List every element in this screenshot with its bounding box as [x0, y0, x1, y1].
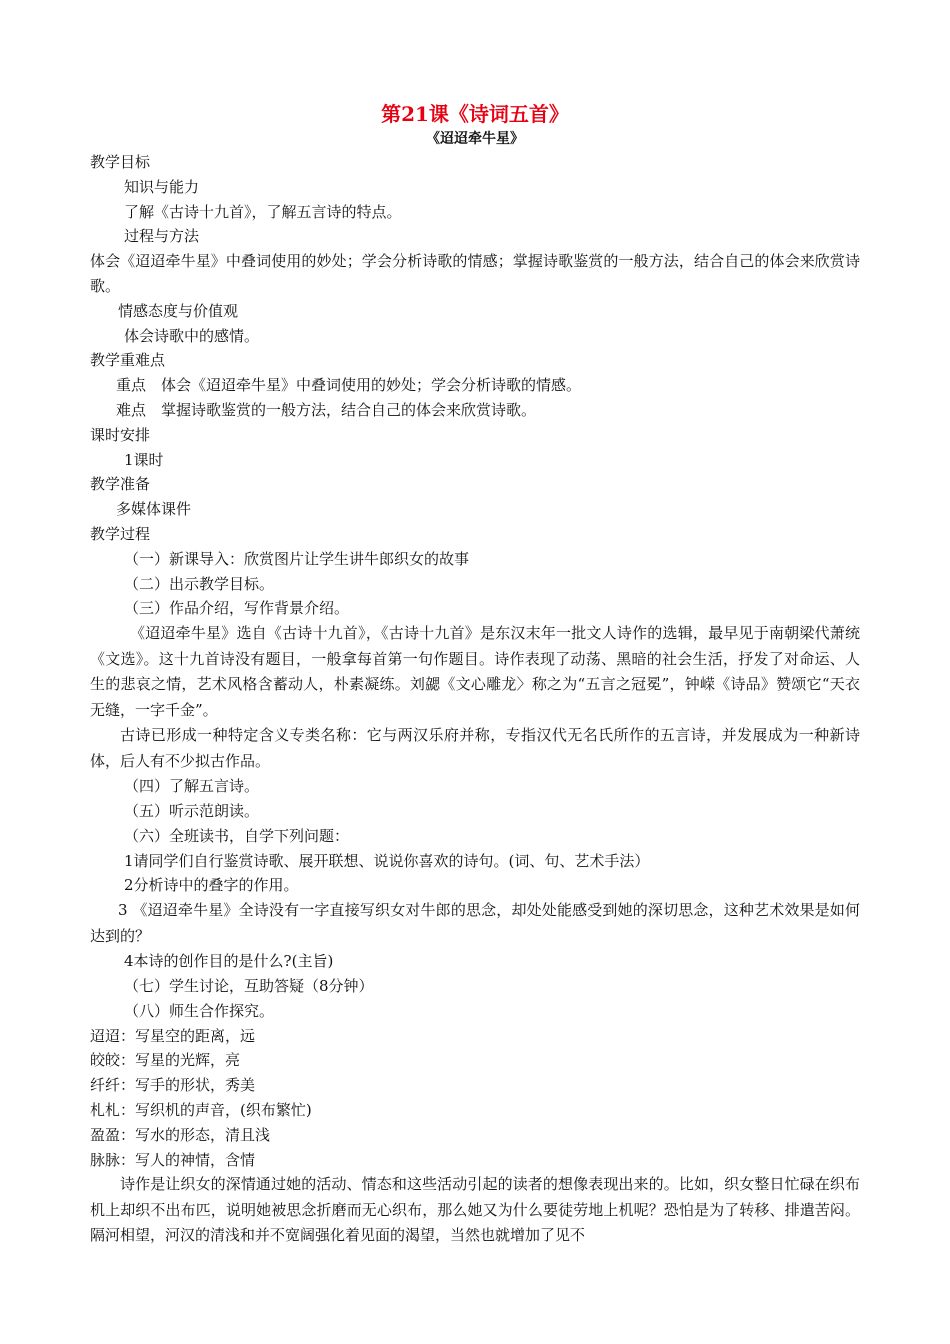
step-item: （二）出示教学目标。 [124, 574, 275, 593]
step-item: （三）作品介绍，写作背景介绍。 [124, 599, 350, 618]
question-item: 1请同学们自行鉴赏诗歌、展开联想、说说你喜欢的诗句。(词、句、艺术手法） [124, 851, 650, 870]
text-line: 重点 体会《迢迢牵牛星》中叠词使用的妙处；学会分析诗歌的情感。 [116, 376, 582, 395]
step-item: （八）师生合作探究。 [124, 1001, 275, 1020]
subheading-knowledge: 知识与能力 [124, 177, 200, 196]
step-item: （一）新课导入：欣赏图片让学生讲牛郎织女的故事 [124, 549, 470, 568]
text-paragraph: 体会《迢迢牵牛星》中叠词使用的妙处；学会分析诗歌的情感；掌握诗歌鉴赏的一般方法，结合自己的体会来欣赏诗歌。 [90, 252, 860, 295]
text-line: 难点 掌握诗歌鉴赏的一般方法，结合自己的体会来欣赏诗歌。 [116, 400, 537, 419]
document-title: 第21课《诗词五首》 [381, 102, 569, 126]
reduplication-item: 盈盈：写水的形态，清且浅 [90, 1125, 271, 1144]
reduplication-item: 皎皎：写星的光辉，亮 [90, 1051, 241, 1070]
subheading-process: 过程与方法 [124, 227, 200, 246]
step-item: （六）全班读书，自学下列问题： [124, 826, 350, 845]
heading-schedule: 课时安排 [90, 425, 151, 444]
reduplication-item: 迢迢：写星空的距离，远 [90, 1026, 256, 1045]
reduplication-item: 纤纤：写手的形状，秀美 [90, 1076, 256, 1095]
text-line: 多媒体课件 [116, 500, 192, 519]
question-item: 2分析诗中的叠字的作用。 [124, 876, 299, 895]
heading-objectives: 教学目标 [90, 153, 151, 171]
step-item: （五）听示范朗读。 [124, 801, 260, 820]
text-paragraph: 古诗已形成一种特定含义专类名称：它与两汉乐府并称，专指汉代无名氏所作的五言诗，并发展成为一种新诗体，后人有不少拟古作品。 [90, 726, 860, 770]
text-paragraph: 《迢迢牵牛星》选自《古诗十九首》，《古诗十九首》是东汉末年一批文人诗作的选辑，最早见于南朝梁代萧统《文选》。这十九首诗没有题目，一般拿每首第一句作题目。诗作表现了动荡、黑暗的社会生活，抒发了对命运、人生的悲哀之情，艺术风格含蓄动人，朴素凝练。刘勰《文心雕龙〉称之为“五言之冠冕”，钟嵘《诗品》赞颂它“天衣无缝，一字千金”。 [90, 624, 860, 719]
question-item: 3 《迢迢牵牛星》全诗没有一字直接写织女对牛郎的思念，却处处能感受到她的深切思念，这种艺术效果是如何达到的？ [90, 901, 860, 945]
text-line: 1课时 [124, 450, 164, 469]
step-item: （七）学生讨论，互助答疑（8分钟） [124, 976, 374, 995]
text-line: 了解《古诗十九首》，了解五言诗的特点。 [124, 202, 402, 221]
heading-process: 教学过程 [90, 524, 151, 543]
question-item: 4本诗的创作目的是什么?(主旨) [124, 952, 334, 971]
text-paragraph: 诗作是让织女的深情通过她的活动、情态和这些活动引起的读者的想像表现出来的。比如，织女整日忙碌在织布机上却织不出布匹，说明她被思念折磨而无心织布，那么她又为什么要徒劳地上机呢？恐怕是为了转移、排遣苦闷。隔河相望，河汉的清浅和并不宽阔强化着见面的渴望，当然也就增加了见不 [90, 1175, 860, 1245]
reduplication-item: 札札：写织机的声音，(织布繁忙) [90, 1100, 312, 1119]
step-item: （四）了解五言诗。 [124, 777, 260, 796]
subheading-emotion: 情感态度与价值观 [118, 301, 239, 320]
heading-preparation: 教学准备 [90, 475, 151, 494]
document-subtitle: 《迢迢牵牛星》 [426, 131, 524, 147]
document-page [90, 100, 860, 1249]
heading-key-points: 教学重难点 [90, 351, 166, 370]
reduplication-item: 脉脉：写人的神情，含情 [90, 1150, 256, 1169]
text-line: 体会诗歌中的感情。 [124, 326, 260, 345]
